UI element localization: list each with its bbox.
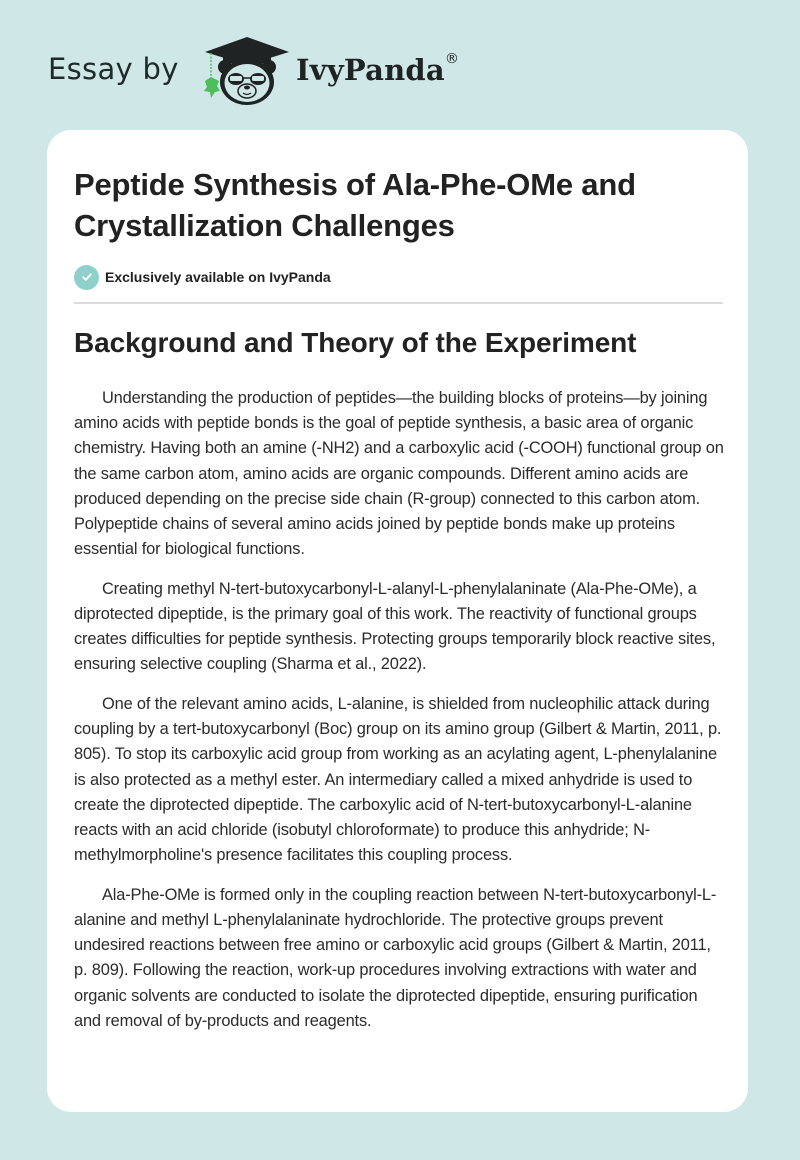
essay-card xyxy=(47,130,748,1112)
essay-by-label: Essay by xyxy=(48,52,179,86)
divider xyxy=(74,302,723,304)
paragraph: Understanding the production of peptides—the building blocks of proteins—by joining amino acids with peptide bonds is the goal of peptide synthesis, a basic area of organic chemistry. Having both an amine (-NH2) and a carboxylic acid (-COOH) functional group on the same carbon atom, amino acids are organic compounds. Different amino acids are produced depending on the precise side chain (R-group) connected to this carbon atom. Polypeptide chains of several amino acids joined by peptide bonds make up proteins essential for biological functions. xyxy=(74,389,724,559)
site-header xyxy=(0,0,800,130)
brand-name: IvyPanda xyxy=(296,53,445,87)
article-body xyxy=(74,386,726,1048)
panda-graduation-cap-icon[interactable] xyxy=(201,35,293,107)
page-title: Peptide Synthesis of Ala-Phe-OMe and Crystallization Challenges xyxy=(74,167,636,243)
registered-mark: ® xyxy=(444,51,460,67)
paragraph: Creating methyl N-tert-butoxycarbonyl-L-alanyl-L-phenylalaninate (Ala-Phe-OMe), a diprotected dipeptide, is the primary goal of this work. The reactivity of functional groups creates difficulties for peptide synthesis. Protecting groups temporarily block reactive sites, ensuring selective coupling (Sharma et al., 2022). xyxy=(74,579,716,674)
paragraph: One of the relevant amino acids, L-alanine, is shielded from nucleophilic attack during coupling by a tert-butoxycarbonyl (Boc) group on its amino group (Gilbert & Martin, 2011, p. 805). To stop its carboxylic acid group from working as an acylating agent, L-phenylalanine is also protected as a methyl ester. An intermediary called a mixed anhydride is used to create the diprotected dipeptide. The carboxylic acid of N-tert-butoxycarbonyl-L-alanine reacts with an acid chloride (isobutyl chloroformate) to produce this anhydride; N-methylmorpholine's presence facilitates this coupling process. xyxy=(74,695,722,865)
check-circle-icon xyxy=(74,265,99,290)
exclusive-badge xyxy=(74,264,331,290)
exclusive-badge-label: Exclusively available on IvyPanda xyxy=(105,269,331,285)
brand-logo-text[interactable] xyxy=(296,53,459,87)
section-heading: Background and Theory of the Experiment xyxy=(74,327,637,358)
paragraph: Ala-Phe-OMe is formed only in the coupling reaction between N-tert-butoxycarbonyl-L-alanine and methyl L-phenylalaninate hydrochloride. The protective groups prevent undesired reactions between free amino or carboxylic acid groups (Gilbert & Martin, 2011, p. 809). Following the reaction, work-up procedures involving extractions with water and organic solvents are conducted to isolate the diprotected dipeptide, ensuring purification and removal of by-products and reagents. xyxy=(74,885,717,1030)
